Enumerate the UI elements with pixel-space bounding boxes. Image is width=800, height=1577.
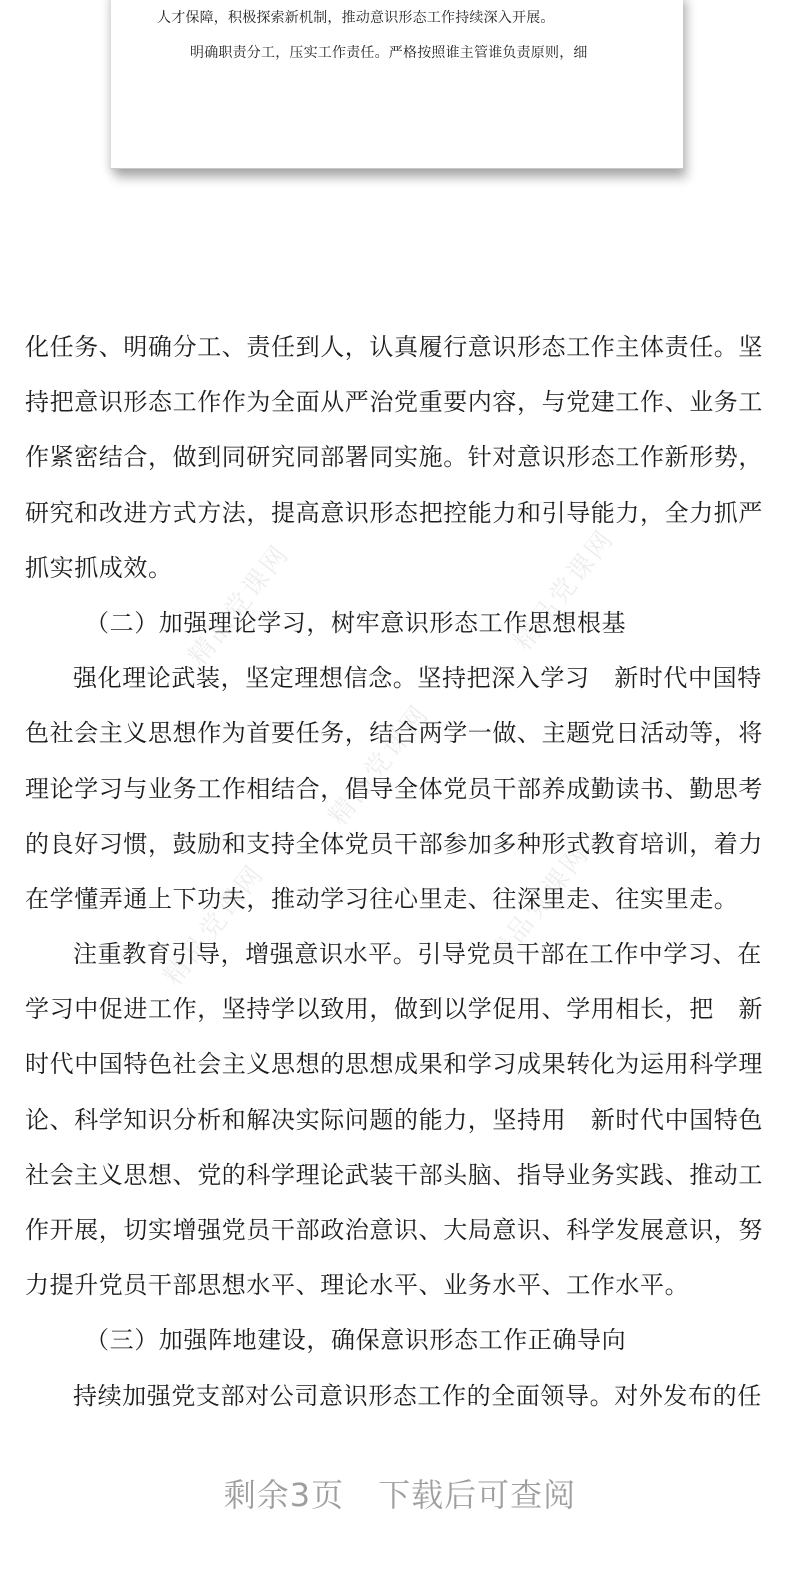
section-heading-2: （二）加强理论学习，树牢意识形态工作思想根基	[85, 608, 627, 637]
document-line: 论、科学知识分析和解决实际问题的能力，坚持用 新时代中国特色	[25, 1105, 763, 1134]
paragraph-start: 持续加强党支部对公司意识形态工作的全面领导。对外发布的任	[73, 1381, 762, 1410]
document-line: 抓实抓成效。	[25, 553, 173, 582]
remaining-pages-notice[interactable]	[0, 1470, 800, 1516]
watermark: 精品党课网	[158, 858, 271, 992]
document-line: 时代中国特色社会主义思想的思想成果和学习成果转化为运用科学理	[25, 1050, 763, 1079]
document-line: 的良好习惯，鼓励和支持全体党员干部参加多种形式教育培训，着力	[25, 829, 763, 858]
document-line: 在学懂弄通上下功夫，推动学习往心里走、往深里走、往实里走。	[25, 884, 739, 913]
preview-card-line: 人才保障，积极探索新机制，推动意识形态工作持续深入开展。	[157, 10, 555, 26]
document-line: 作紧密结合，做到同研究同部署同实施。针对意识形态工作新形势，	[25, 443, 763, 472]
document-body	[25, 320, 777, 1424]
section-heading-3: （三）加强阵地建设，确保意识形态工作正确导向	[85, 1326, 627, 1355]
paragraph-start: 注重教育引导，增强意识水平。引导党员干部在工作中学习、在	[73, 940, 762, 969]
document-line: 研究和改进方式方法，提高意识形态把控能力和引导能力，全力抓严	[25, 498, 763, 527]
document-line: 作开展，切实增强党员干部政治意识、大局意识、科学发展意识，努	[25, 1216, 763, 1244]
previous-page-preview-card	[111, 0, 683, 168]
watermark: 精品党课网	[323, 698, 436, 832]
document-line: 理论学习与业务工作相结合，倡导全体党员干部养成勤读书、勤思考	[25, 774, 763, 803]
watermark: 精品党课网	[183, 538, 296, 672]
paragraph-start: 强化理论武装，坚定理想信念。坚持把深入学习 新时代中国特	[73, 664, 762, 693]
watermark: 精品党课网	[483, 838, 596, 972]
remaining-pages-count: 剩余3页	[223, 1476, 345, 1514]
document-line: 持把意识形态工作作为全面从严治党重要内容，与党建工作、业务工	[25, 388, 763, 417]
document-line: 化任务、明确分工、责任到人，认真履行意识形态工作主体责任。坚	[25, 333, 763, 361]
document-line: 力提升党员干部思想水平、理论水平、业务水平、工作水平。	[25, 1271, 690, 1300]
document-line: 色社会主义思想作为首要任务，结合两学一做、主题党日活动等，将	[25, 719, 763, 748]
document-line: 学习中促进工作，坚持学以致用，做到以学促用、学用相长，把 新	[25, 995, 763, 1024]
preview-card-line: 明确职责分工，压实工作责任。严格按照谁主管谁负责原则，细	[190, 45, 588, 61]
document-line: 社会主义思想、党的科学理论武装干部头脑、指导业务实践、推动工	[25, 1160, 763, 1189]
download-hint: 下载后可查阅	[378, 1476, 577, 1514]
watermark: 精品党课网	[508, 523, 621, 657]
